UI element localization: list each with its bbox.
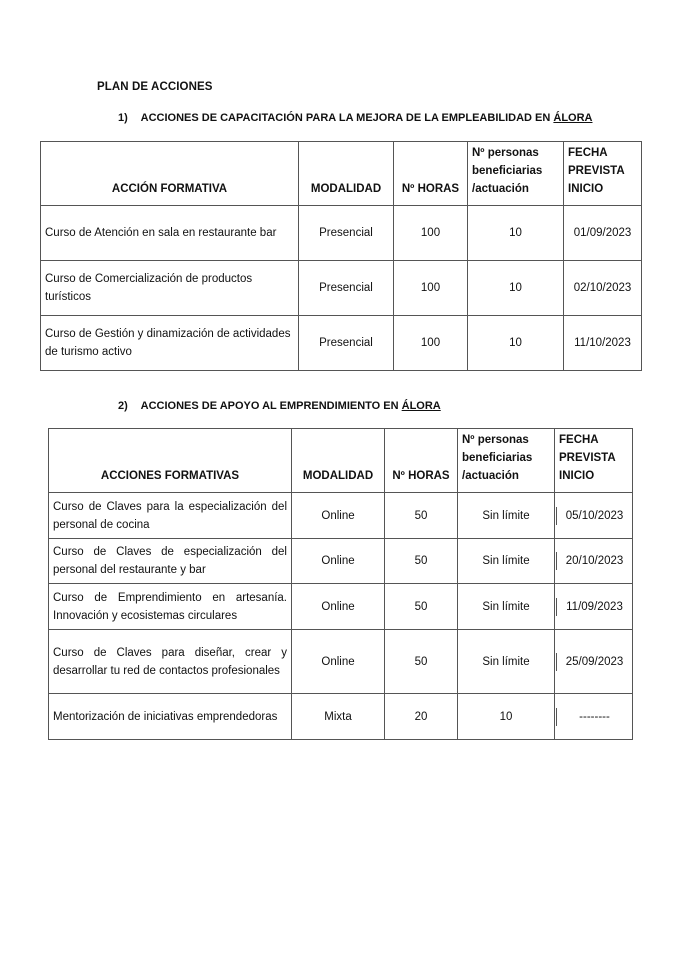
cell-date-text: 05/10/2023 xyxy=(556,507,632,525)
cell-action: Mentorización de iniciativas emprendedoras xyxy=(49,694,292,740)
cell-date-text: 20/10/2023 xyxy=(556,552,632,570)
header-date xyxy=(564,142,642,206)
cell-beneficiaries: Sin límite xyxy=(458,493,555,539)
cell-modality: Online xyxy=(292,539,385,584)
cell-date xyxy=(555,539,633,584)
cell-date: 02/10/2023 xyxy=(564,261,642,316)
cell-beneficiaries: Sin límite xyxy=(458,630,555,694)
cell-date: 11/10/2023 xyxy=(564,316,642,371)
cell-modality: Presencial xyxy=(299,316,394,371)
cell-date xyxy=(555,630,633,694)
cell-beneficiaries: 10 xyxy=(468,206,564,261)
header-beneficiaries-line: beneficiarias xyxy=(462,452,533,464)
emprendimiento-table xyxy=(48,428,633,740)
cell-action: Curso de Comercialización de productos turísticos xyxy=(41,261,299,316)
cell-hours: 20 xyxy=(385,694,458,740)
section-2-number: 2) xyxy=(118,400,128,412)
header-beneficiaries-line: /actuación xyxy=(472,183,529,195)
cell-beneficiaries: Sin límite xyxy=(458,584,555,630)
cell-date xyxy=(555,694,633,740)
plan-title: PLAN DE ACCIONES xyxy=(97,81,213,93)
cell-date xyxy=(555,493,633,539)
cell-action: Curso de Gestión y dinamización de actividades de turismo activo xyxy=(41,316,299,371)
table-row xyxy=(41,316,642,371)
header-date-line: PREVISTA xyxy=(568,165,625,177)
cell-modality: Presencial xyxy=(299,206,394,261)
header-beneficiaries xyxy=(458,429,555,493)
cell-date-text: -------- xyxy=(556,708,632,726)
cell-hours: 100 xyxy=(394,206,468,261)
cell-modality: Mixta xyxy=(292,694,385,740)
table-header-row xyxy=(49,429,633,493)
cell-hours: 50 xyxy=(385,584,458,630)
cell-hours: 50 xyxy=(385,630,458,694)
cell-action: Curso de Claves para la especialización del personal de cocina xyxy=(49,493,292,539)
cell-date: 01/09/2023 xyxy=(564,206,642,261)
table-row xyxy=(49,584,633,630)
cell-hours: 100 xyxy=(394,261,468,316)
cell-action: Curso de Emprendimiento en artesanía. Innovación y ecosistemas circulares xyxy=(49,584,292,630)
header-date-line: FECHA xyxy=(559,434,599,446)
section-2-place: ÁLORA xyxy=(401,400,441,412)
cell-beneficiaries: 10 xyxy=(468,316,564,371)
cell-hours: 100 xyxy=(394,316,468,371)
section-1-heading xyxy=(118,112,593,124)
cell-beneficiaries: Sin límite xyxy=(458,539,555,584)
header-date-line: FECHA xyxy=(568,147,608,159)
header-beneficiaries-line: Nº personas xyxy=(462,434,529,446)
table-row xyxy=(41,261,642,316)
header-action: ACCIONES FORMATIVAS xyxy=(49,429,292,493)
header-beneficiaries-line: Nº personas xyxy=(472,147,539,159)
table-header-row xyxy=(41,142,642,206)
section-1-place: ÁLORA xyxy=(553,112,593,124)
header-hours: Nº HORAS xyxy=(385,429,458,493)
header-date-line: INICIO xyxy=(568,183,604,195)
header-beneficiaries xyxy=(468,142,564,206)
section-1-title: ACCIONES DE CAPACITACIÓN PARA LA MEJORA DE LA EMPLEABILIDAD EN xyxy=(140,112,551,124)
section-1-number: 1) xyxy=(118,112,128,124)
table-row xyxy=(49,694,633,740)
header-beneficiaries-line: beneficiarias xyxy=(472,165,543,177)
capacitacion-table xyxy=(40,141,642,371)
cell-modality: Online xyxy=(292,493,385,539)
table-row xyxy=(49,539,633,584)
cell-modality: Online xyxy=(292,584,385,630)
header-date-line: INICIO xyxy=(559,470,595,482)
header-date-line: PREVISTA xyxy=(559,452,616,464)
header-date xyxy=(555,429,633,493)
cell-hours: 50 xyxy=(385,493,458,539)
cell-beneficiaries: 10 xyxy=(458,694,555,740)
header-modality: MODALIDAD xyxy=(292,429,385,493)
header-modality: MODALIDAD xyxy=(299,142,394,206)
header-beneficiaries-line: /actuación xyxy=(462,470,519,482)
cell-modality: Presencial xyxy=(299,261,394,316)
cell-action: Curso de Claves para diseñar, crear y desarrollar tu red de contactos profesionales xyxy=(49,630,292,694)
cell-date xyxy=(555,584,633,630)
header-hours: Nº HORAS xyxy=(394,142,468,206)
table-row xyxy=(49,493,633,539)
cell-hours: 50 xyxy=(385,539,458,584)
section-2-title: ACCIONES DE APOYO AL EMPRENDIMIENTO EN xyxy=(140,400,399,412)
cell-beneficiaries: 10 xyxy=(468,261,564,316)
cell-date-text: 11/09/2023 xyxy=(556,598,632,616)
cell-modality: Online xyxy=(292,630,385,694)
table-row xyxy=(49,630,633,694)
section-2-heading xyxy=(118,400,441,412)
cell-action: Curso de Atención en sala en restaurante bar xyxy=(41,206,299,261)
header-action: ACCIÓN FORMATIVA xyxy=(41,142,299,206)
cell-date-text: 25/09/2023 xyxy=(556,653,632,671)
table-row xyxy=(41,206,642,261)
cell-action: Curso de Claves de especialización del personal del restaurante y bar xyxy=(49,539,292,584)
